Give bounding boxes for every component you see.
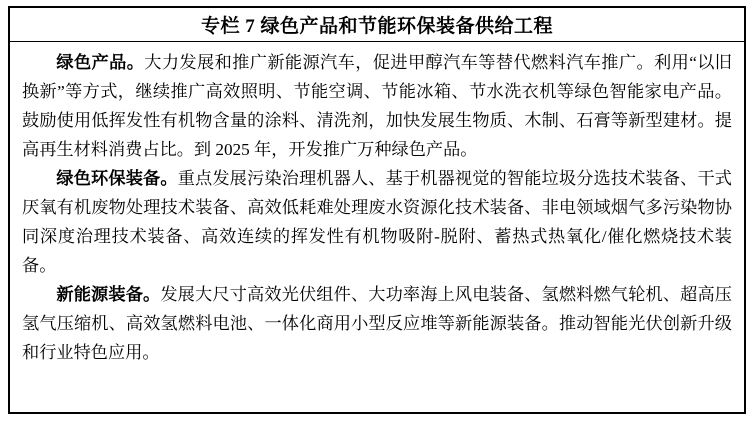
paragraph <box>22 280 732 367</box>
box-content <box>10 42 744 371</box>
paragraph <box>22 164 732 280</box>
paragraph-text: 重点发展污染治理机器人、基于机器视觉的智能垃圾分选技术装备、干式厌氧有机废物处理技术装备、高效低耗难处理废水资源化技术装备、非电领域烟气多污染物协同深度治理技术装备、高效连续的挥发性有机物吸附-脱附、蓄热式热氧化/催化燃烧技术装备。 <box>22 169 732 275</box>
paragraph <box>22 48 732 164</box>
page-title: 专栏 7 绿色产品和节能环保装备供给工程 <box>200 16 553 37</box>
box-title-bar <box>10 8 744 42</box>
paragraph-lead: 绿色环保装备。 <box>56 169 178 188</box>
paragraph-text: 大力发展和推广新能源汽车，促进甲醇汽车等替代燃料汽车推广。利用“以旧换新”等方式，继续推广高效照明、节能空调、节能冰箱、节水洗衣机等绿色智能家电产品。鼓励使用低挥发性有机物含量的涂料、清洗剂，加快发展生物质、木制、石膏等新型建材。提高再生材料消费占比。到 2025 年，开发推广万种绿色产品。 <box>22 53 732 159</box>
paragraph-lead: 新能源装备。 <box>56 285 161 304</box>
callout-box <box>8 6 746 414</box>
paragraph-lead: 绿色产品。 <box>56 53 145 72</box>
paragraph-text: 发展大尺寸高效光伏组件、大功率海上风电装备、氢燃料燃气轮机、超高压氢气压缩机、高效氢燃料电池、一体化商用小型反应堆等新能源装备。推动智能光伏创新升级和行业特色应用。 <box>22 285 732 362</box>
